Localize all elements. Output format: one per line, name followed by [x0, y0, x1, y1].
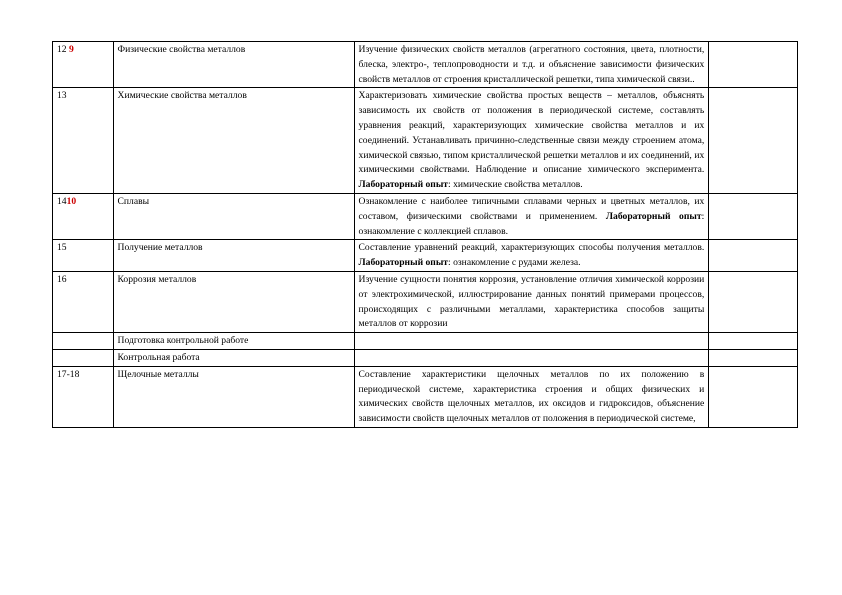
lesson-topic: Получение металлов [113, 240, 354, 272]
lesson-number: 16 [57, 273, 67, 285]
lesson-extra [709, 193, 798, 239]
table-row [53, 349, 798, 366]
lesson-extra [709, 240, 798, 272]
lesson-extra [709, 42, 798, 88]
lesson-number [53, 333, 114, 350]
table-row [53, 333, 798, 350]
lesson-topic: Химические свойства металлов [113, 88, 354, 194]
lesson-number-cell [53, 42, 114, 88]
lesson-extra [709, 366, 798, 427]
lesson-content-cell [354, 193, 709, 239]
table-row [53, 366, 798, 427]
table-row [53, 42, 798, 88]
table-row [53, 193, 798, 239]
lesson-number: 14 [57, 195, 67, 207]
lesson-plan-table [52, 41, 798, 428]
table-row [53, 271, 798, 332]
lesson-content: Составление характеристики щелочных металлов по их положению в периодической системе, характеристика строения и общих физических и химических свойств щелочных металлов, их оксидов и гидроксидов, объяснение зависимости свойств щелочных металлов от положения в периодической системе, [354, 366, 709, 427]
lesson-content-cell [354, 88, 709, 194]
lesson-topic: Сплавы [113, 193, 354, 239]
lab-experiment-label: Лабораторный опыт [358, 179, 449, 191]
lesson-content-cell [354, 240, 709, 272]
lesson-extra [709, 271, 798, 332]
lesson-number-correction: 9 [69, 44, 74, 55]
lesson-content: Ознакомление с наиболее типичными сплавами черных и цветных металлов, их составом, физическими свойствами и применением. [358, 195, 705, 222]
lesson-topic: Коррозия металлов [113, 271, 354, 332]
lesson-number-correction: 10 [66, 195, 77, 207]
lesson-number [53, 349, 114, 366]
lab-experiment-text: : химические свойства металлов. [448, 179, 583, 191]
lesson-content: Изучение сущности понятия коррозия, установление отличия химической коррозии от электрохимической, иллюстрирование данных понятий примерами процессов, происходящих с различными металлами, характеристика способов защиты металлов от коррозии [354, 271, 709, 332]
lesson-number: 13 [57, 90, 67, 102]
lesson-topic: Щелочные металлы [113, 366, 354, 427]
lab-experiment-label: Лабораторный опыт [605, 210, 702, 222]
lesson-extra [709, 349, 798, 366]
lab-experiment-text: : ознакомление с рудами железа. [448, 257, 581, 269]
lesson-number-cell [53, 193, 114, 239]
lesson-content: Составление уравнений реакций, характеризующих способы получения металлов. [358, 242, 705, 254]
lesson-number: 17-18 [53, 366, 114, 427]
lesson-number-cell [53, 240, 114, 272]
lab-experiment-label: Лабораторный опыт [358, 257, 449, 269]
lesson-number-cell [53, 88, 114, 194]
table-row [53, 88, 798, 194]
lesson-number-cell [53, 271, 114, 332]
table-row [53, 240, 798, 272]
lesson-topic: Подготовка контрольной работе [113, 333, 354, 350]
lesson-content: Изучение физических свойств металлов (агрегатного состояния, цвета, плотности, блеска, электро-, теплопроводности и т.д. и объяснение зависимости физических свойств металлов от строения кристаллической решетки, типа химической связи.. [354, 42, 709, 88]
lab-experiment-text: : ознакомление с коллекцией сплавов. [358, 210, 705, 237]
lesson-topic: Контрольная работа [113, 349, 354, 366]
lesson-extra [709, 88, 798, 194]
lesson-content [354, 349, 709, 366]
lesson-topic: Физические свойства металлов [113, 42, 354, 88]
lesson-number: 12 [57, 44, 67, 55]
lesson-extra [709, 333, 798, 350]
lesson-content [354, 333, 709, 350]
lesson-number: 15 [57, 242, 67, 254]
lesson-content: Характеризовать химические свойства простых веществ – металлов, объяснять зависимость их свойств от положения в периодической системе, составлять уравнения реакций, характеризующих химические свойства металлов и их соединений. Устанавливать причинно-следственные связи между строением атома, химической связью, типом кристаллической решетки металлов и их соединений, их химическими свойствами. Наблюдение и описание химического эксперимента. [358, 90, 705, 176]
